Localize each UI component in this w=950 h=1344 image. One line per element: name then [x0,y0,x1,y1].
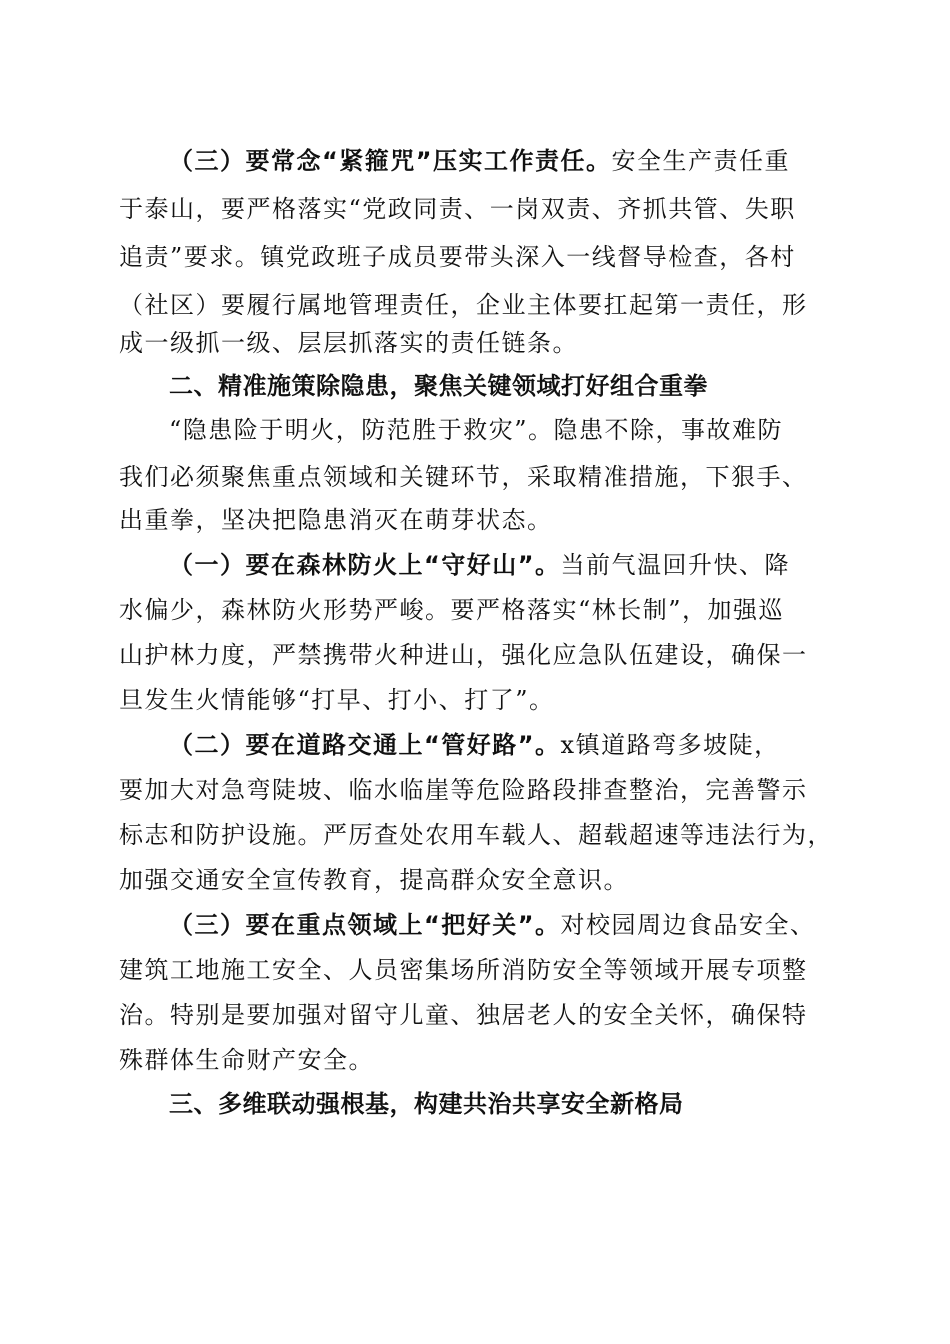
section-heading: 二、精准施策除隐患，聚焦关键领域打好组合重拳 [169,372,708,400]
paragraph-line [169,145,790,177]
section-heading: 三、多维联动强根基，构建共治共享安全新格局 [169,1090,684,1118]
paragraph-text: 安全生产责任重 [611,147,791,175]
paragraph-text: 对校园周边食品安全、 [560,911,816,939]
subsection-title: （二）要在道路交通上“管好路”。 [169,731,561,759]
paragraph-line: 标志和防护设施。严厉查处农用车载人、超载超速等违法行为， [119,821,833,849]
paragraph-line: 治。特别是要加强对留守儿童、独居老人的安全关怀，确保特 [119,1001,808,1029]
subsection-title: （一）要在森林防火上“守好山”。 [169,551,561,579]
paragraph-text: x镇道路弯多坡陡， [560,731,780,759]
paragraph-line: 于泰山，要严格落实“党政同责、一岗双责、齐抓共管、失职 [119,195,796,223]
paragraph-line: 水偏少，森林防火形势严峻。要严格落实“林长制”，加强巡 [119,596,785,624]
paragraph-text: 当前气温回升快、降 [560,551,791,579]
paragraph-line: 追责”要求。镇党政班子成员要带头深入一线督导检查，各村 [119,243,796,271]
paragraph-line: 要加大对急弯陡坡、临水临崖等危险路段排查整治，完善警示 [119,776,808,804]
paragraph-line: 加强交通安全宣传教育，提高群众安全意识。 [119,866,629,894]
paragraph-line: “隐患险于明火，防范胜于救灾”。隐患不除，事故难防 [169,416,784,444]
paragraph-line: 我们必须聚焦重点领域和关键环节，采取精准措施，下狠手、 [119,463,808,491]
paragraph-line: 建筑工地施工安全、人员密集场所消防安全等领域开展专项整 [119,956,808,984]
paragraph-line [169,549,790,581]
paragraph-line [169,729,780,761]
paragraph-line: 出重拳，坚决把隐患消灭在萌芽状态。 [119,506,553,534]
subsection-title: （三）要在重点领域上“把好关”。 [169,911,561,939]
paragraph-line: 殊群体生命财产安全。 [119,1046,374,1074]
paragraph-line [169,909,816,941]
paragraph-line: 旦发生火情能够“打早、打小、打了”。 [119,686,555,714]
subsection-title: （三）要常念“紧箍咒”压实工作责任。 [169,147,612,175]
paragraph-line: （社区）要履行属地管理责任，企业主体要扛起第一责任，形 [119,291,808,319]
paragraph-line: 山护林力度，严禁携带火种进山，强化应急队伍建设，确保一 [119,641,808,669]
paragraph-line: 成一级抓一级、层层抓落实的责任链条。 [119,329,578,357]
